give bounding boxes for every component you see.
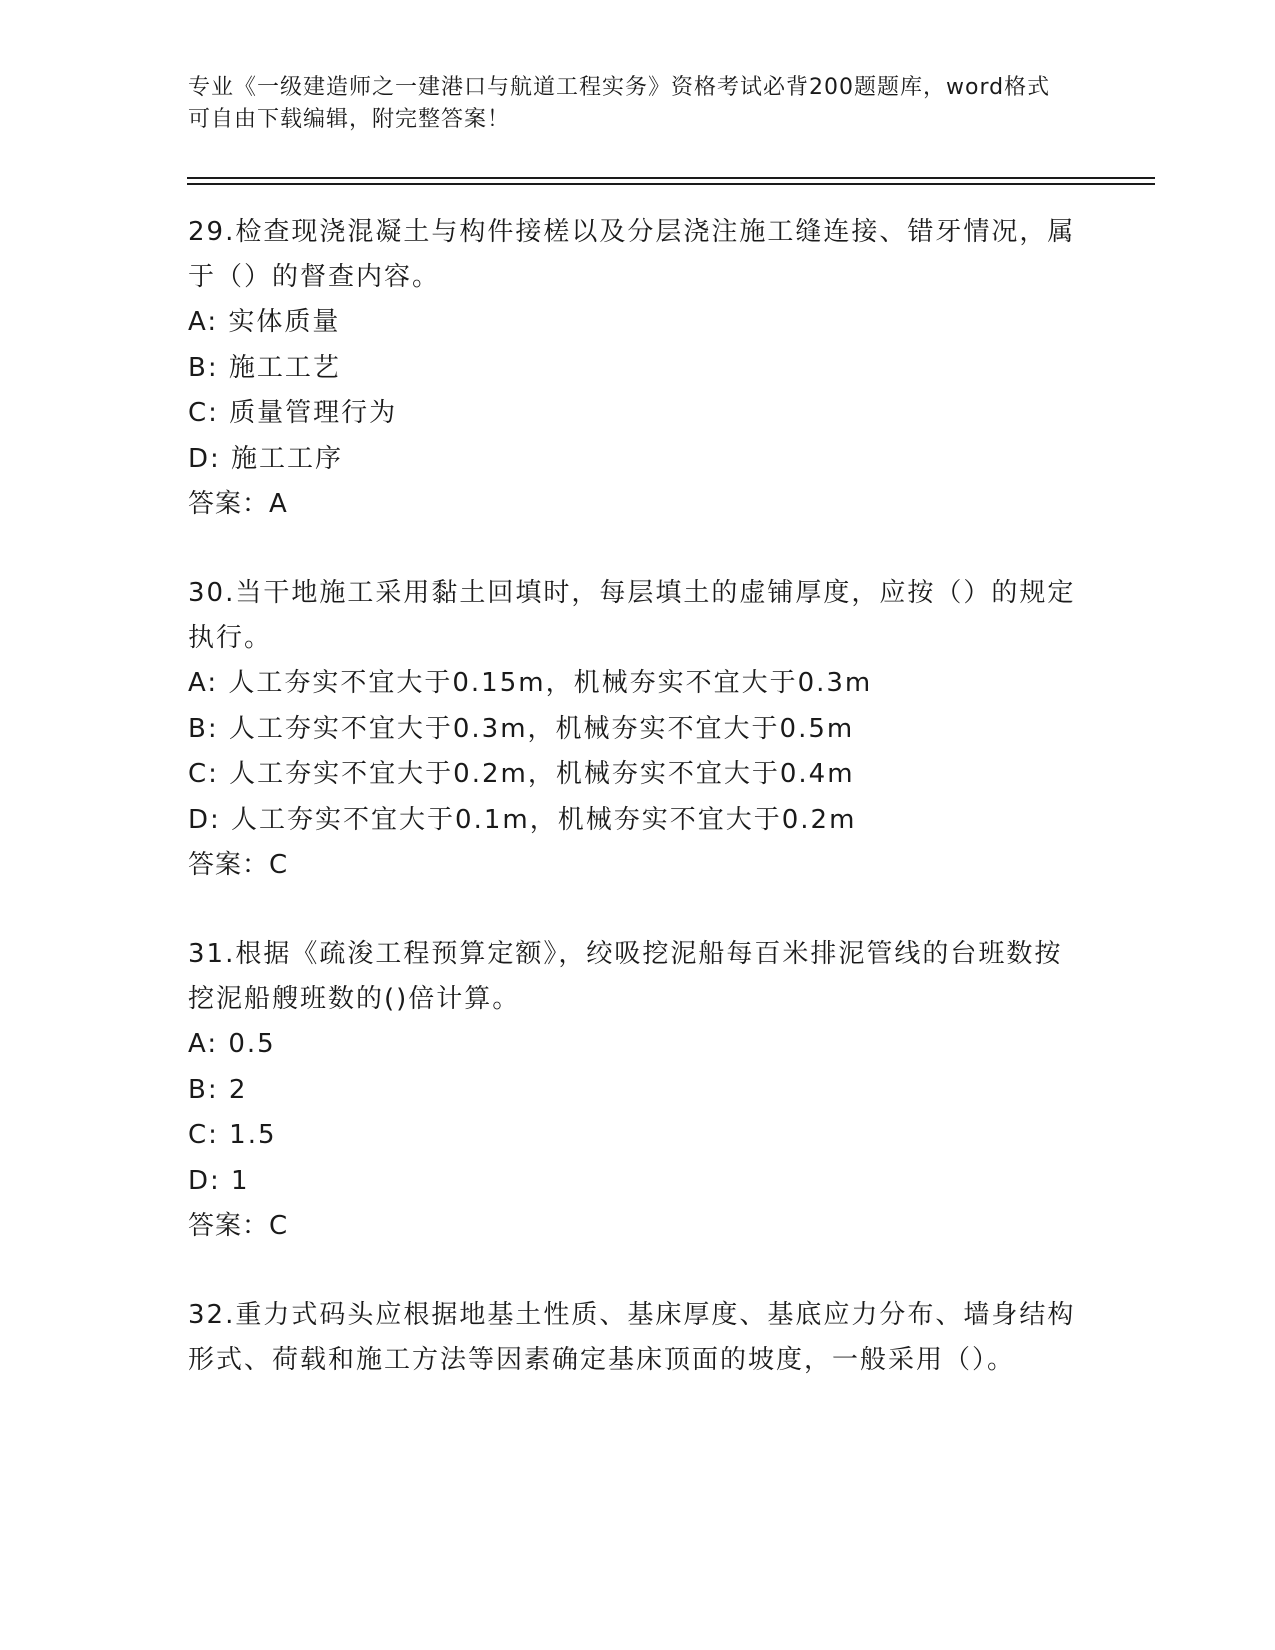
question-list	[188, 210, 1078, 1427]
answer-line: 答案：C	[188, 1211, 289, 1241]
question-29	[188, 210, 1078, 527]
header-text: 专业《一级建造师之一建港口与航道工程实务》资格考试必背200题题库，word格式可自由下载编辑，附完整答案！	[188, 75, 1051, 132]
header-divider-bottom	[187, 183, 1155, 185]
option-c: C: 1.5	[188, 1120, 277, 1150]
option-a: A: 实体质量	[188, 307, 341, 337]
question-text: 30.当干地施工采用黏土回填时，每层填土的虚铺厚度，应按（）的规定执行。	[188, 578, 1076, 653]
option-a: A: 0.5	[188, 1029, 276, 1059]
document-header	[188, 72, 1068, 136]
option-d: D: 1	[188, 1165, 250, 1196]
question-text: 29.检查现浇混凝土与构件接槎以及分层浇注施工缝连接、错牙情况，属于（）的督查内容。	[188, 217, 1076, 292]
answer-line: 答案：A	[188, 489, 288, 519]
option-a: A: 人工夯实不宜大于0.15m，机械夯实不宜大于0.3m	[188, 668, 873, 698]
header-divider-top	[187, 177, 1155, 179]
question-text: 32.重力式码头应根据地基土性质、基床厚度、基底应力分布、墙身结构形式、荷载和施工方法等因素确定基床顶面的坡度，一般采用（）。	[188, 1300, 1076, 1375]
option-b: B: 2	[188, 1074, 248, 1105]
option-d: D: 施工工序	[188, 443, 344, 474]
option-b: B: 施工工艺	[188, 352, 341, 383]
answer-line: 答案：C	[188, 850, 289, 880]
question-31	[188, 932, 1078, 1249]
question-30	[188, 571, 1078, 888]
question-text: 31.根据《疏浚工程预算定额》，绞吸挖泥船每百米排泥管线的台班数按挖泥船艘班数的()倍计算。	[188, 939, 1063, 1014]
option-c: C: 人工夯实不宜大于0.2m，机械夯实不宜大于0.4m	[188, 759, 855, 789]
option-d: D: 人工夯实不宜大于0.1m，机械夯实不宜大于0.2m	[188, 804, 857, 835]
option-b: B: 人工夯实不宜大于0.3m，机械夯实不宜大于0.5m	[188, 713, 855, 744]
question-32	[188, 1293, 1078, 1383]
option-c: C: 质量管理行为	[188, 398, 398, 428]
